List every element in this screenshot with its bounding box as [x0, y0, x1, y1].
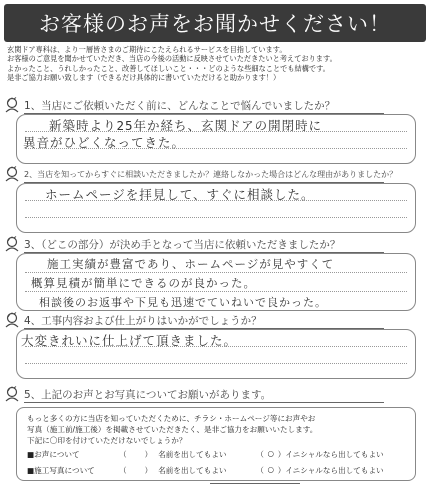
- intro-line: よかったこと、うれしかったこと、改善してほしいこと・・・どのような些細なことでも結構です。: [7, 63, 330, 73]
- question-4-title: 4、工事内容および仕上がりはいかがでしょうか？: [24, 314, 262, 327]
- divider: [24, 402, 384, 403]
- answer-3-line-2: 概算見積が簡単にできるのが良かった。: [31, 276, 256, 290]
- initial-checkbox-open: （: [256, 466, 264, 475]
- rule-line: [25, 272, 407, 273]
- initial-checkbox-mark[interactable]: ○: [267, 449, 275, 458]
- answer-2-line-1: ホームページを拝見して、すぐに相談した。: [45, 187, 315, 202]
- footer-divider: [210, 483, 300, 489]
- initial-option-label: イニシャルなら出してもよい: [285, 466, 384, 475]
- initial-option-label: イニシャルなら出してもよい: [285, 450, 384, 459]
- question-2: [4, 166, 428, 183]
- permission-request-box: [16, 407, 416, 481]
- question-1: [4, 97, 428, 114]
- question-3: [4, 236, 428, 253]
- name-checkbox-mark[interactable]: [127, 465, 145, 476]
- answer-3-line-1: 施工実績が豊富であり、ホームページが見やすくて: [47, 257, 335, 271]
- rule-line: [25, 217, 407, 218]
- name-option-label: 名前を出してもよい: [158, 466, 227, 475]
- name-checkbox-close: ）: [144, 466, 153, 475]
- question-1-title: 1、当店にご依頼いただく前に、どんなことで悩んでいましたか？: [24, 99, 336, 112]
- request-line: 下記に〇印を付けていただけないでしょうか？: [27, 436, 187, 445]
- question-5: [4, 386, 428, 403]
- request-line: もっと多くの方に当店を知っていただくために、チラシ・ホームページ等にお声やお: [27, 414, 316, 423]
- intro-text: [7, 45, 425, 83]
- person-icon: [4, 166, 24, 182]
- question-4: [4, 312, 428, 329]
- voice-permission-row[interactable]: [27, 449, 384, 460]
- intro-line: お客様のご意見を聞かせていただき、当店の今後の活動に反映させていただきたいと考えております。: [7, 54, 337, 64]
- row-label: ■お声について: [27, 450, 80, 459]
- person-icon: [4, 97, 24, 113]
- name-option-label: 名前を出してもよい: [158, 450, 227, 459]
- answer-3-box: [16, 253, 416, 311]
- rule-line: [25, 291, 407, 292]
- name-checkbox-close: ）: [144, 450, 153, 459]
- initial-checkbox-close: ）: [277, 466, 286, 475]
- answer-2-box: [16, 183, 416, 233]
- answer-4-box: [16, 329, 416, 379]
- question-5-title: 5、上記のお声とお写真についてお願いがあります。: [24, 388, 272, 401]
- answer-1-line-2: 異音がひどくなってきた。: [23, 135, 186, 150]
- answer-1-box: [16, 114, 416, 164]
- name-checkbox-open: （: [119, 450, 127, 459]
- initial-checkbox-open: （: [256, 450, 264, 459]
- answer-3-line-3: 相談後のお返事や下見も迅速でていねいで良かった。: [39, 296, 327, 309]
- question-3-title: 3、（どこの部分）が決め手となって当店に依頼いただきましたか？: [24, 238, 341, 251]
- page-title-banner: [4, 4, 426, 42]
- intro-line: 玄関ドア専科は、より一層皆さまのご期待にこたえられるサービスを目指しています。: [7, 45, 287, 54]
- request-line: 写真（施工前/施工後）を掲載させていただきたく、是非ご協力をお願いいたします。: [27, 425, 318, 434]
- answer-4-line-1: 大変きれいに仕上げて頂きました。: [21, 333, 238, 348]
- page-title: お客様のお声をお聞かせください！: [39, 12, 391, 36]
- photo-permission-row[interactable]: [27, 465, 384, 476]
- request-text: [27, 413, 317, 446]
- initial-checkbox-close: ）: [277, 450, 286, 459]
- rule-line: [25, 363, 407, 364]
- person-icon: [4, 312, 24, 328]
- answer-1-line-1: 新築時より25年か経ち、玄関ドアの開閉時に: [49, 118, 323, 133]
- name-checkbox-mark[interactable]: [127, 449, 145, 460]
- person-icon: [4, 236, 24, 252]
- person-icon: [4, 386, 24, 402]
- question-2-title: 2、当店を知ってからすぐに相談いただきましたか？連絡しなかった場合はどんな理由がありましたか？: [24, 169, 398, 179]
- intro-line: 是非ご協力お願い致します（できるだけ具体的に書いていただけると助かります！）: [7, 73, 281, 83]
- name-checkbox-open: （: [119, 466, 127, 475]
- row-label: ■施工写真について: [27, 466, 95, 475]
- initial-checkbox-mark[interactable]: ○: [267, 465, 275, 474]
